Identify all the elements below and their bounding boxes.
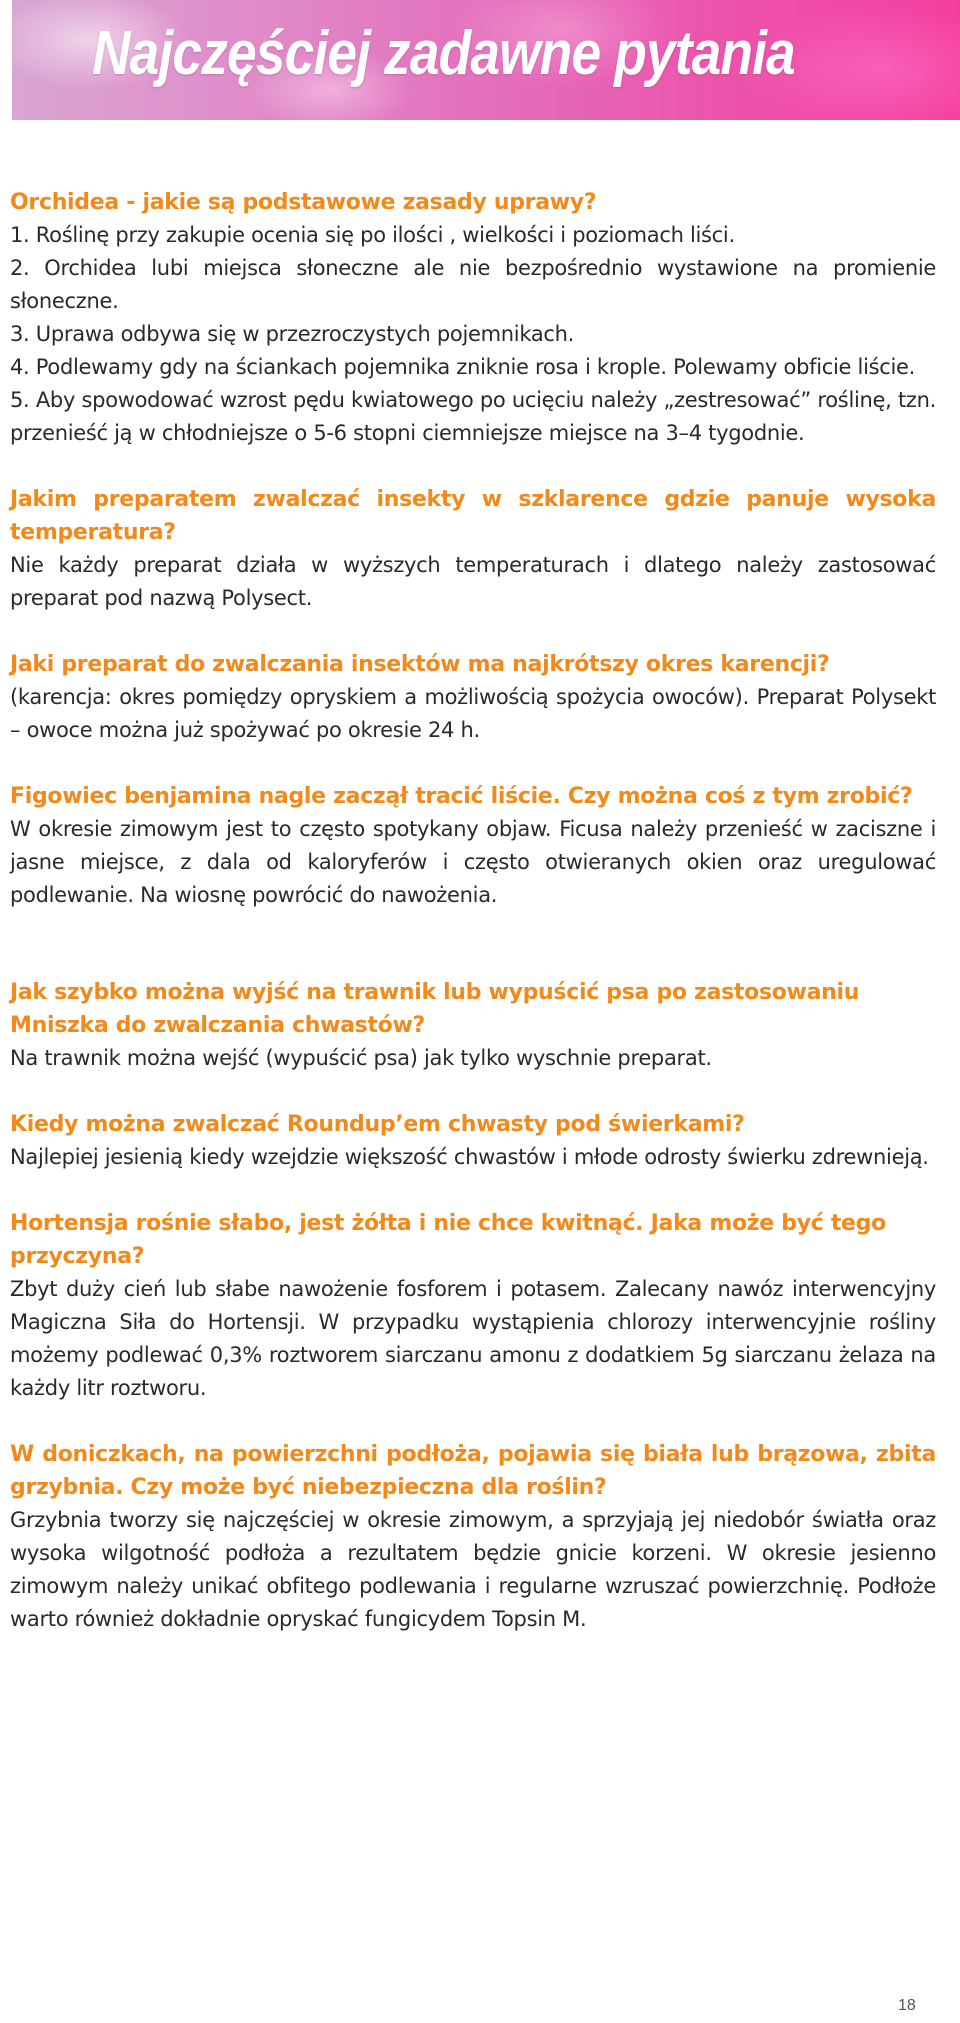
faq-question: Hortensja rośnie słabo, jest żółta i nie chce kwitnąć. Jaka może być tego przyczyna? <box>10 1211 886 1269</box>
faq-item-ficus <box>10 780 936 912</box>
banner-edge <box>0 0 12 120</box>
faq-question: Jaki preparat do zwalczania insektów ma najkrótszy okres karencji? <box>10 652 830 677</box>
faq-answer: W okresie zimowym jest to często spotykany objaw. Ficusa należy przenieść w zaciszne i jasne miejsce, z dala od kaloryferów i często otwieranych okien oraz uregulować podlewanie. Na wiosnę powrócić do nawożenia. <box>10 817 936 907</box>
faq-item-orchid <box>10 186 936 450</box>
faq-question: W doniczkach, na powierzchni podłoża, pojawia się biała lub brązowa, zbita grzybnia. Czy może być niebezpieczna dla roślin? <box>10 1442 936 1500</box>
faq-item-mycelium <box>10 1438 936 1636</box>
page-title: Najczęściej zadawne pytania <box>92 19 795 88</box>
faq-question: Figowiec benjamina nagle zaczął tracić liście. Czy można coś z tym zrobić? <box>10 784 913 809</box>
faq-item-lawn <box>10 976 936 1075</box>
faq-answer: Na trawnik można wejść (wypuścić psa) jak tylko wyschnie preparat. <box>10 1046 712 1070</box>
faq-question: Jak szybko można wyjść na trawnik lub wypuścić psa po zastosowaniu Mniszka do zwalczania chwastów? <box>10 980 860 1038</box>
faq-answer: Zbyt duży cień lub słabe nawożenie fosforem i potasem. Zalecany nawóz interwencyjny Magiczna Siła do Hortensji. W przypadku wystąpienia chlorozy interwencyjnie rośliny możemy podlewać 0,3% roztworem siarczanu amonu z dodatkiem 5g siarczanu żelaza na każdy litr roztworu. <box>10 1277 936 1400</box>
faq-list <box>10 186 936 1669</box>
faq-answer: Grzybnia tworzy się najczęściej w okresie zimowym, a sprzyjają jej niedobór światła oraz wysoka wilgotność podłoża a rezultatem będzie gnicie korzeni. W okresie jesienno zimowym należy unikać obfitego podlewania i regularne wzruszać powierzchnię. Podłoże warto również dokładnie opryskać fungicydem Topsin M. <box>10 1508 936 1631</box>
faq-question: Jakim preparatem zwalczać insekty w szklarence gdzie panuje wysoka temperatura? <box>10 487 936 545</box>
faq-item-roundup <box>10 1108 936 1174</box>
faq-answer-line: 2. Orchidea lubi miejsca słoneczne ale nie bezpośrednio wystawione na promienie słoneczne. <box>10 256 936 313</box>
faq-item-greenhouse-insects <box>10 483 936 615</box>
faq-item-hydrangea <box>10 1207 936 1405</box>
header-banner <box>0 0 960 120</box>
faq-answer: Nie każdy preparat działa w wyższych temperaturach i dlatego należy zastosować preparat pod nazwą Polysect. <box>10 553 936 610</box>
faq-answer-line: 5. Aby spowodować wzrost pędu kwiatowego po ucięciu należy „zestresować” roślinę, tzn. przenieść ją w chłodniejsze o 5-6 stopni ciemniejsze miejsce na 3–4 tygodnie. <box>10 388 936 445</box>
faq-answer-line: 4. Podlewamy gdy na ściankach pojemnika zniknie rosa i krople. Polewamy obficie liście. <box>10 355 916 379</box>
faq-question: Kiedy można zwalczać Roundup’em chwasty pod świerkami? <box>10 1112 745 1137</box>
faq-answer: Najlepiej jesienią kiedy wzejdzie większość chwastów i młode odrosty świerku zdrewnieją. <box>10 1145 929 1169</box>
faq-question: Orchidea - jakie są podstawowe zasady uprawy? <box>10 190 597 215</box>
faq-answer: (karencja: okres pomiędzy opryskiem a możliwością spożycia owoców). Preparat Polysekt – owoce można już spożywać po okresie 24 h. <box>10 685 936 742</box>
page-number: 18 <box>898 1997 916 2014</box>
faq-answer-line: 3. Uprawa odbywa się w przezroczystych pojemnikach. <box>10 322 575 346</box>
faq-item-withdrawal-period <box>10 648 936 747</box>
faq-answer-line: 1. Roślinę przy zakupie ocenia się po ilości , wielkości i poziomach liści. <box>10 223 735 247</box>
